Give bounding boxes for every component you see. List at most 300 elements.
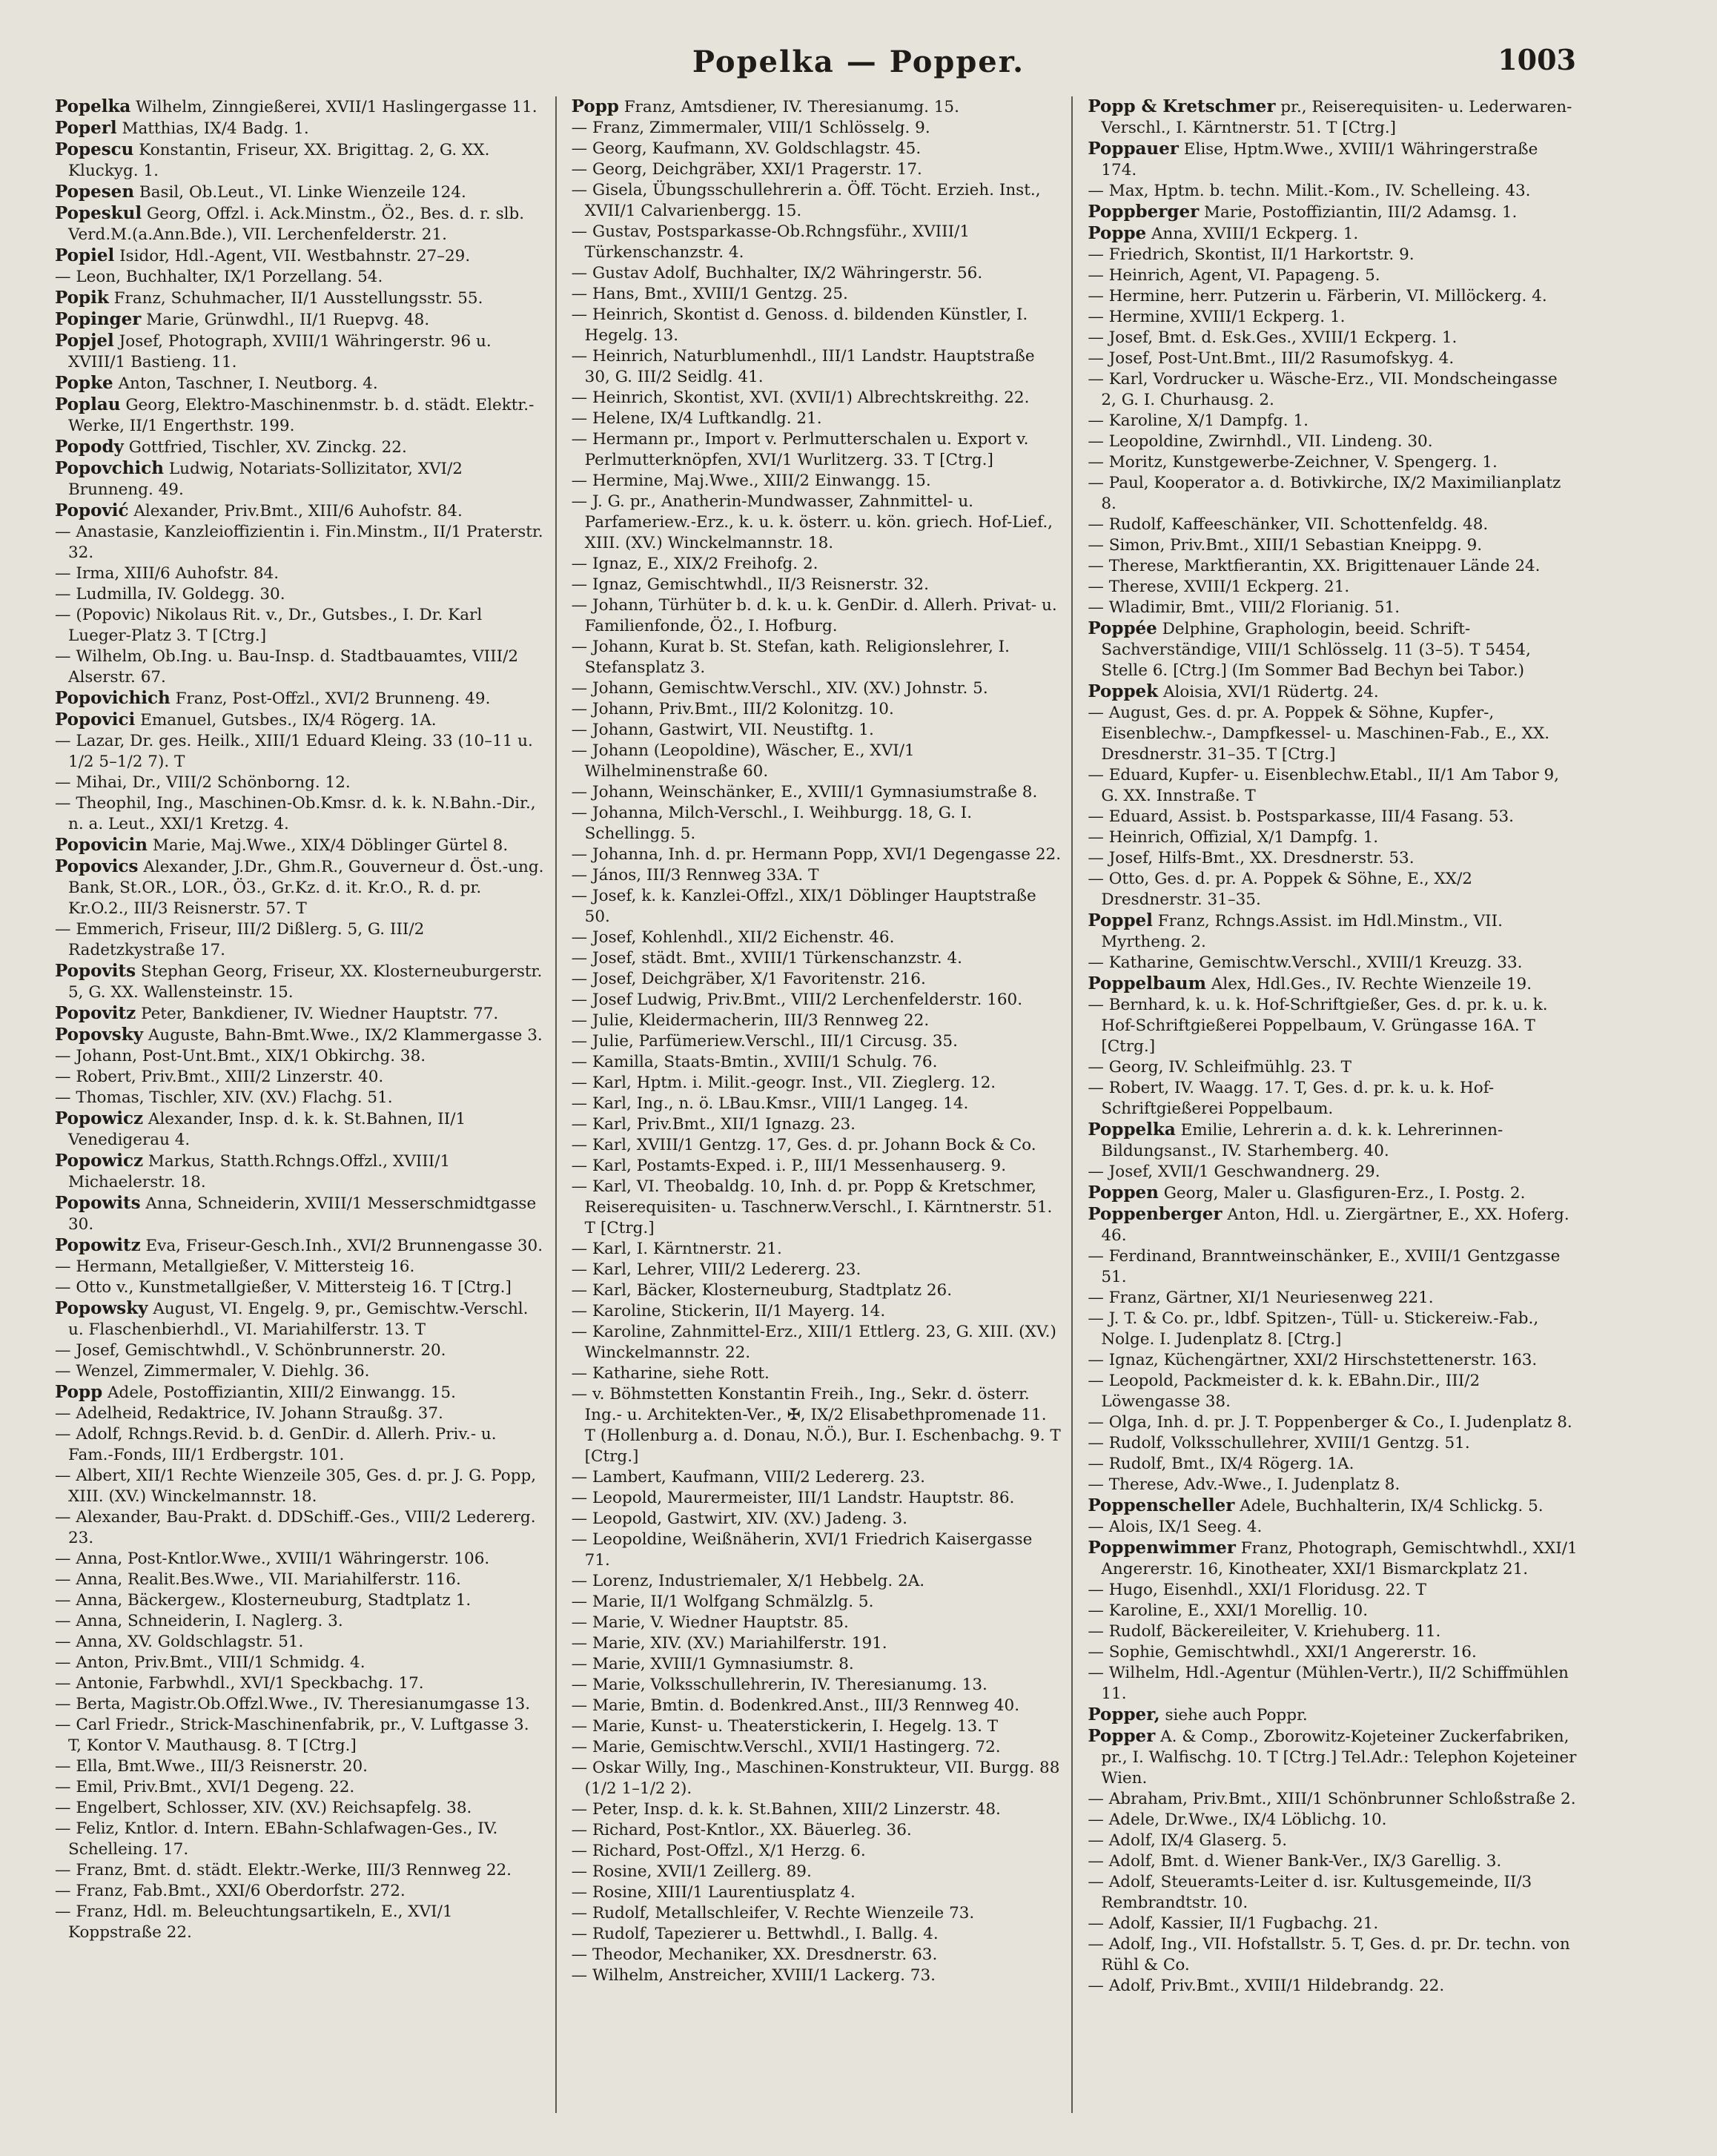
- directory-entry: [55, 1653, 545, 1673]
- entry-text: Hermann, Metallgießer, V. Mittersteig 16.: [76, 1257, 415, 1276]
- entry-text: Adele, Dr.Wwe., IX/4 Löblichg. 10.: [1108, 1811, 1387, 1829]
- entry-text: Anton, Priv.Bmt., VIII/1 Schmidg. 4.: [76, 1653, 365, 1672]
- directory-entry: [572, 1633, 1062, 1654]
- running-title: Popelka — Popper.: [692, 44, 1025, 79]
- entry-dash: —: [1088, 1601, 1109, 1620]
- entry-dash: —: [1088, 849, 1109, 867]
- directory-entry: [55, 1403, 545, 1424]
- entry-surname: Popper: [1088, 1726, 1156, 1746]
- entry-surname: Popescu: [55, 139, 134, 159]
- entry-text: Rudolf, Metallschleifer, V. Rechte Wienzeile 73.: [592, 1904, 975, 1922]
- entry-text: Karoline, X/1 Dampfg. 1.: [1108, 411, 1309, 430]
- entry-text: Karoline, Zahnmittel-Erz., XIII/1 Ettlerg. 23, G. XIII. (XV.) Winckelmannstr. 22.: [584, 1323, 1056, 1362]
- entry-text: Alex, Hdl.Ges., IV. Rechte Wienzeile 19.: [1211, 975, 1532, 993]
- entry-surname: Popiel: [55, 245, 115, 265]
- directory-entry: [1088, 973, 1578, 995]
- entry-text: v. Böhmstetten Konstantin Freih., Ing., Sekr. d. österr. Ing.- u. Architekten-Ver., ✠, IX/2 Elisabethpromenade 11. T (Hollenburg a. d. Donau, N.Ö.), Bur. I. Eschenbachg. 9. T [Ctrg.]: [584, 1385, 1061, 1466]
- directory-entry: [572, 492, 1062, 554]
- entry-text: Leopold, Gastwirt, XIV. (XV.) Jadeng. 3.: [592, 1509, 907, 1528]
- entry-dash: —: [55, 1508, 76, 1527]
- entry-text: Rudolf, Volksschullehrer, XVIII/1 Gentzg. 51.: [1108, 1434, 1470, 1452]
- page-number: 1003: [1498, 43, 1576, 76]
- directory-entry: [1088, 1120, 1578, 1162]
- entry-dash: —: [1088, 1852, 1109, 1871]
- entry-dash: —: [1088, 1455, 1109, 1473]
- directory-entry: [572, 159, 1062, 180]
- entry-text: Georg, Kaufmann, XV. Goldschlagstr. 45.: [592, 139, 922, 158]
- directory-entry: [572, 948, 1062, 969]
- entry-dash: —: [571, 1717, 593, 1736]
- entry-dash: —: [55, 1591, 76, 1610]
- entry-dash: —: [55, 564, 76, 583]
- directory-entry: [572, 1675, 1062, 1696]
- entry-dash: —: [571, 305, 593, 324]
- entry-dash: —: [1088, 766, 1109, 784]
- entry-dash: —: [55, 1674, 76, 1693]
- entry-dash: —: [571, 638, 593, 656]
- entry-dash: —: [571, 741, 593, 760]
- entry-dash: —: [55, 1612, 76, 1630]
- entry-text: Stephan Georg, Friseur, XX. Klosterneuburgerstr. 5, G. XX. Wallensteinstr. 15.: [68, 962, 543, 1002]
- entry-text: Anna, Post-Kntlor.Wwe., XVIII/1 Währingerstr. 106.: [76, 1550, 490, 1568]
- entry-text: Karl, Bäcker, Klosterneuburg, Stadtplatz 26.: [592, 1281, 953, 1300]
- directory-entry: [572, 678, 1062, 699]
- entry-dash: —: [55, 1047, 76, 1065]
- entry-text: Rudolf, Kaffeeschänker, VII. Schottenfeldg. 48.: [1108, 515, 1489, 534]
- entry-text: Josef, Kohlenhdl., XII/2 Eichenstr. 46.: [592, 928, 895, 947]
- entry-surname: Poppée: [1088, 618, 1157, 638]
- directory-entry: [55, 245, 545, 267]
- entry-dash: —: [571, 1821, 593, 1839]
- entry-text: Anna, Bäckergew., Klosterneuburg, Stadtplatz 1.: [76, 1591, 472, 1610]
- entry-text: Anna, Schneiderin, I. Naglerg. 3.: [76, 1612, 343, 1630]
- entry-dash: —: [571, 1945, 593, 1964]
- directory-entry: [572, 118, 1062, 139]
- directory-entry: [572, 284, 1062, 305]
- directory-entry: [55, 1819, 545, 1860]
- entry-text: Peter, Bankdiener, IV. Wiedner Hauptstr. 77.: [141, 1005, 499, 1023]
- directory-entry: [1088, 1371, 1578, 1412]
- entry-text: Anna, XVIII/1 Eckperg. 1.: [1151, 225, 1359, 243]
- entry-text: Delphine, Graphologin, beeid. Schrift-Sachverständige, VIII/1 Schlösselg. 11 (3–5). T 5454, Stelle 6. [Ctrg.] (Im Sommer Bad Bechyn bei Tabor.): [1101, 620, 1531, 680]
- entry-text: Hugo, Eisenhdl., XXI/1 Floridusg. 22. T: [1108, 1581, 1427, 1599]
- entry-text: Marie, V. Wiedner Hauptstr. 85.: [592, 1613, 849, 1632]
- directory-entry: [572, 1135, 1062, 1156]
- entry-text: Emanuel, Gutsbes., IX/4 Rögerg. 1A.: [140, 711, 437, 730]
- entry-text: Aloisia, XVI/1 Rüdertg. 24.: [1162, 683, 1379, 701]
- entry-dash: —: [1088, 1309, 1109, 1328]
- directory-entry: [55, 1003, 545, 1025]
- entry-text: Adele, Buchhalterin, IX/4 Schlickg. 5.: [1240, 1497, 1544, 1515]
- entry-text: A. & Comp., Zborowitz-Kojeteiner Zuckerfabriken, pr., I. Walfischg. 10. T [Ctrg.] Tel.Adr.: Telephon Kojeteiner Wien.: [1101, 1727, 1577, 1788]
- directory-entry: [572, 305, 1062, 346]
- directory-entry: [55, 773, 545, 793]
- directory-entry: [572, 429, 1062, 471]
- entry-text: Johanna, Milch-Verschl., I. Weihburgg. 18, G. I. Schellingg. 5.: [584, 804, 973, 843]
- entry-surname: Poppelbaum: [1088, 973, 1206, 993]
- entry-dash: —: [1088, 266, 1109, 285]
- directory-entry: [572, 1094, 1062, 1114]
- entry-surname: Popovsky: [55, 1025, 144, 1045]
- entry-dash: —: [571, 866, 593, 884]
- entry-surname: Poppauer: [1088, 139, 1179, 159]
- directory-entry: [572, 927, 1062, 948]
- entry-dash: —: [571, 575, 593, 594]
- directory-entry: [1088, 1621, 1578, 1642]
- entry-text: Johann, Gastwirt, VII. Neustiftg. 1.: [592, 721, 874, 739]
- directory-entry: [55, 118, 545, 139]
- entry-surname: Popovici: [55, 710, 136, 730]
- entry-text: Johann, Weinschänker, E., XVIII/1 Gymnasiumstraße 8.: [592, 783, 1038, 801]
- entry-dash: —: [1088, 1434, 1109, 1452]
- entry-text: Marie, II/1 Wolfgang Schmälzlg. 5.: [592, 1593, 874, 1611]
- entry-dash: —: [571, 1385, 593, 1403]
- entry-dash: —: [1088, 996, 1109, 1014]
- entry-text: Franz, Rchngs.Assist. im Hdl.Minstm., VII. Myrtheng. 2.: [1101, 912, 1503, 951]
- directory-columns: [55, 96, 1588, 2113]
- entry-text: Leopold, Maurermeister, III/1 Landstr. Hauptstr. 86.: [592, 1489, 1015, 1507]
- entry-text: Rosine, XVII/1 Zeillerg. 89.: [592, 1862, 812, 1881]
- entry-dash: —: [1088, 1518, 1109, 1536]
- directory-entry: [1088, 1350, 1578, 1371]
- entry-text: August, VI. Engelg. 9, pr., Gemischtw.-Verschl. u. Flaschenbierhdl., VI. Mariahilferstr. 13. T: [68, 1300, 529, 1339]
- directory-entry: [55, 96, 545, 118]
- directory-entry: [572, 1384, 1062, 1467]
- entry-text: pr., Reiserequisiten- u. Lederwaren-Verschl., I. Kärntnerstr. 51. T [Ctrg.]: [1101, 98, 1572, 137]
- entry-text: Leopoldine, Zwirnhdl., VII. Lindeng. 30.: [1108, 432, 1433, 451]
- entry-text: Alexander, Bau-Prakt. d. DDSchiff.-Ges., VIII/2 Ledererg. 23.: [68, 1508, 536, 1547]
- entry-text: Franz, Photograph, Gemischtwhdl., XXI/1 Angererstr. 16, Kinotheater, XXI/1 Bismarckplatz 21.: [1101, 1539, 1578, 1578]
- directory-entry: [1088, 827, 1578, 848]
- directory-entry: [572, 1758, 1062, 1799]
- directory-entry: [1088, 473, 1578, 515]
- entry-text: Johann, Post-Unt.Bmt., XIX/1 Obkirchg. 38.: [76, 1047, 426, 1065]
- directory-entry: [55, 1235, 545, 1257]
- entry-text: Eduard, Assist. b. Postsparkasse, III/4 Fasang. 53.: [1108, 807, 1515, 826]
- entry-text: Johann, Türhüter b. d. k. u. k. GenDir. d. Allerh. Privat- u. Familienfonde, Ö2., I. Hofburg.: [584, 596, 1057, 635]
- entry-dash: —: [571, 1738, 593, 1756]
- entry-text: Gisela, Übungsschullehrerin a. Öff. Töcht. Erzieh. Inst., XVII/1 Calvarienbergg. 15.: [584, 181, 1041, 220]
- directory-entry: [55, 331, 545, 373]
- entry-dash: —: [1088, 1643, 1109, 1661]
- directory-entry: [1088, 556, 1578, 577]
- entry-surname: Popowicz: [55, 1108, 144, 1128]
- entry-text: Paul, Kooperator a. d. Botivkirche, IX/2 Maximilianplatz 8.: [1101, 474, 1561, 513]
- directory-entry: [1088, 535, 1578, 556]
- entry-text: Marie, Bmtin. d. Bodenkred.Anst., III/3 Rennweg 40.: [592, 1696, 1020, 1715]
- entry-surname: Poperl: [55, 118, 117, 138]
- entry-dash: —: [1088, 328, 1109, 347]
- entry-dash: —: [571, 970, 593, 988]
- directory-entry: [1088, 1789, 1578, 1810]
- entry-text: Ignaz, Gemischtwhdl., II/3 Reisnerstr. 32.: [592, 575, 929, 594]
- entry-dash: —: [571, 1883, 593, 1902]
- directory-entry: [1088, 348, 1578, 369]
- directory-entry: [572, 1820, 1062, 1841]
- entry-text: Kamilla, Staats-Bmtin., XVIII/1 Schulg. 76.: [592, 1053, 938, 1071]
- entry-text: Georg, Deichgräber, XXI/1 Pragerstr. 17.: [592, 160, 922, 179]
- entry-text: Leopoldine, Weißnäherin, XVI/1 Friedrich Kaisergasse 71.: [584, 1530, 1033, 1570]
- directory-entry: [55, 309, 545, 331]
- entry-surname: Popović: [55, 500, 129, 520]
- directory-entry: [1088, 515, 1578, 535]
- directory-entry: [1088, 765, 1578, 807]
- entry-text: Ella, Bmt.Wwe., III/3 Reisnerstr. 20.: [76, 1757, 368, 1776]
- directory-entry: [1088, 452, 1578, 473]
- entry-text: Anna, XV. Goldschlagstr. 51.: [76, 1633, 304, 1651]
- entry-text: Basil, Ob.Leut., VI. Linke Wienzeile 124.: [139, 183, 466, 202]
- directory-entry: [1088, 181, 1578, 202]
- entry-dash: —: [55, 1550, 76, 1568]
- directory-entry: [1088, 1246, 1578, 1288]
- entry-text: Rudolf, Tapezierer u. Bettwhdl., I. Ballg. 4.: [592, 1925, 939, 1943]
- directory-entry: [572, 1613, 1062, 1633]
- entry-dash: —: [55, 1088, 76, 1107]
- directory-entry: [572, 1509, 1062, 1530]
- directory-entry: [55, 500, 545, 522]
- directory-entry: [572, 886, 1062, 927]
- directory-entry: [55, 1340, 545, 1361]
- entry-dash: —: [1088, 515, 1109, 534]
- entry-surname: Popowsky: [55, 1298, 148, 1318]
- entry-dash: —: [571, 347, 593, 366]
- entry-text: Rosine, XIII/1 Laurentiusplatz 4.: [592, 1883, 856, 1902]
- column-left: [55, 96, 557, 2113]
- directory-entry: [572, 554, 1062, 575]
- directory-entry: [55, 1798, 545, 1819]
- directory-entry: [1088, 1851, 1578, 1872]
- entry-dash: —: [55, 585, 76, 604]
- entry-text: Karl, Hptm. i. Milit.-geogr. Inst., VII. Zieglerg. 12.: [592, 1074, 996, 1092]
- directory-entry: [572, 969, 1062, 990]
- entry-text: Anton, Taschner, I. Neutborg. 4.: [118, 374, 378, 393]
- entry-text: Hermann pr., Import v. Perlmutterschalen u. Export v. Perlmutterknöpfen, XVI/1 Wurlitzerg. 33. T [Ctrg.]: [584, 430, 1029, 469]
- entry-text: Moritz, Kunstgewerbe-Zeichner, V. Spengerg. 1.: [1108, 453, 1498, 472]
- entry-dash: —: [571, 1136, 593, 1154]
- entry-text: Richard, Post-Kntlor., XX. Bäuerleg. 36.: [592, 1821, 912, 1839]
- entry-text: Johann (Leopoldine), Wäscher, E., XVI/1 Wilhelminenstraße 60.: [584, 741, 915, 781]
- entry-text: Johann, Gemischtw.Verschl., XIV. (XV.) Johnstr. 5.: [592, 679, 988, 698]
- entry-text: Adele, Postoffiziantin, XIII/2 Einwangg. 15.: [107, 1383, 456, 1402]
- directory-entry: [1088, 1538, 1578, 1580]
- entry-text: Georg, Elektro-Maschinenmstr. b. d. städt. Elektr.-Werke, II/1 Engerthstr. 199.: [68, 396, 535, 435]
- entry-text: Josef, städt. Bmt., XVIII/1 Türkenschanzstr. 4.: [592, 949, 962, 968]
- directory-entry: [1088, 1475, 1578, 1495]
- directory-entry: [572, 180, 1062, 222]
- entry-dash: —: [1088, 453, 1109, 472]
- entry-surname: Popke: [55, 373, 113, 393]
- entry-dash: —: [571, 1509, 593, 1528]
- directory-entry: [572, 1945, 1062, 1965]
- entry-dash: —: [1088, 807, 1109, 826]
- entry-dash: —: [571, 928, 593, 947]
- entry-text: Heinrich, Offizial, X/1 Dampfg. 1.: [1108, 828, 1379, 847]
- directory-entry: [1088, 1454, 1578, 1475]
- entry-text: Robert, Priv.Bmt., XIII/2 Linzerstr. 40.: [76, 1068, 384, 1086]
- entry-dash: —: [1088, 578, 1109, 596]
- directory-entry: [55, 1257, 545, 1277]
- entry-text: Georg, Offzl. i. Ack.Minstm., Ö2., Bes. d. r. slb. Verd.M.(a.Ann.Bde.), VII. Lerchenfelderstr. 21.: [68, 205, 525, 244]
- directory-entry: [55, 731, 545, 773]
- entry-dash: —: [571, 1302, 593, 1320]
- entry-text: János, III/3 Rennweg 33A. T: [592, 866, 819, 884]
- entry-text: Marie, XIV. (XV.) Mariahilferstr. 191.: [592, 1634, 887, 1653]
- entry-dash: —: [1088, 1790, 1109, 1808]
- directory-entry: [1088, 1976, 1578, 1997]
- entry-dash: —: [571, 700, 593, 718]
- directory-entry: [572, 471, 1062, 492]
- directory-entry: [1088, 1183, 1578, 1204]
- entry-text: Berta, Magistr.Ob.Offzl.Wwe., IV. Theresianumgasse 13.: [76, 1695, 531, 1713]
- directory-entry: [55, 437, 545, 458]
- directory-entry: [1088, 703, 1578, 765]
- entry-text: Eva, Friseur-Gesch.Inh., XVI/2 Brunnengasse 30.: [145, 1237, 543, 1255]
- entry-text: Friedrich, Skontist, II/1 Harkortstr. 9.: [1108, 245, 1415, 264]
- directory-entry: [572, 409, 1062, 429]
- entry-dash: —: [1088, 1413, 1109, 1432]
- entry-text: Otto, Ges. d. pr. A. Poppek & Söhne, E., XX/2 Dresdnerstr. 31–35.: [1101, 870, 1472, 909]
- directory-entry: [572, 1571, 1062, 1592]
- directory-entry: [55, 1193, 545, 1235]
- directory-entry: [55, 458, 545, 500]
- entry-text: Georg, IV. Schleifmühlg. 23. T: [1108, 1058, 1352, 1077]
- entry-text: Karl, I. Kärntnerstr. 21.: [592, 1240, 782, 1258]
- directory-entry: [55, 1570, 545, 1590]
- directory-entry: [572, 1177, 1062, 1239]
- directory-entry: [572, 1882, 1062, 1903]
- entry-dash: —: [571, 409, 593, 428]
- entry-dash: —: [571, 1094, 593, 1113]
- entry-text: J. G. pr., Anatherin-Mundwasser, Zahnmittel- u. Parfameriew.-Erz., k. u. k. österr. u. kön. griech. Hof-Lief., XIII. (XV.) Winckelmannstr. 18.: [584, 492, 1053, 552]
- entry-text: Karl, Lehrer, VIII/2 Ledererg. 23.: [592, 1260, 861, 1279]
- entry-text: Heinrich, Agent, VI. Papageng. 5.: [1108, 266, 1380, 285]
- directory-entry: [55, 919, 545, 961]
- directory-entry: [1088, 265, 1578, 286]
- entry-text: Heinrich, Skontist, XVI. (XVII/1) Albrechtskreithg. 22.: [592, 388, 1030, 407]
- entry-text: Heinrich, Naturblumenhdl., III/1 Landstr. Hauptstraße 30, G. III/2 Seidlg. 41.: [584, 347, 1035, 386]
- entry-dash: —: [571, 1655, 593, 1673]
- directory-entry: [55, 1777, 545, 1798]
- directory-entry: [1088, 1433, 1578, 1454]
- entry-text: Ignaz, E., XIX/2 Freihofg. 2.: [592, 555, 818, 573]
- entry-text: Gustav, Postsparkasse-Ob.Rchngsführ., XVIII/1 Türkenschanzstr. 4.: [584, 222, 970, 262]
- entry-text: Josef, Hilfs-Bmt., XX. Dresdnerstr. 53.: [1108, 849, 1415, 867]
- entry-dash: —: [1088, 1914, 1109, 1933]
- entry-surname: Poppel: [1088, 910, 1153, 930]
- entry-text: Lambert, Kaufmann, VIII/2 Ledererg. 23.: [592, 1468, 925, 1487]
- directory-entry: [572, 1841, 1062, 1862]
- directory-entry: [55, 1298, 545, 1340]
- entry-surname: Poppek: [1088, 681, 1159, 701]
- entry-text: Alois, IX/1 Seeg. 4.: [1108, 1518, 1263, 1536]
- entry-text: Katharine, siehe Rott.: [592, 1364, 770, 1383]
- directory-entry: [572, 1031, 1062, 1052]
- entry-dash: —: [55, 1362, 76, 1380]
- entry-text: Hermine, herr. Putzerin u. Färberin, VI. Millöckerg. 4.: [1108, 287, 1547, 305]
- entry-text: Feliz, Kntlor. d. Intern. EBahn-Schlafwagen-Ges., IV. Schelleing. 17.: [68, 1819, 498, 1859]
- entry-text: Helene, IX/4 Luftkandlg. 21.: [592, 409, 822, 428]
- directory-entry: [1088, 1831, 1578, 1851]
- entry-dash: —: [55, 268, 76, 286]
- entry-dash: —: [571, 430, 593, 449]
- entry-text: Adolf, Steueramts-Leiter d. isr. Kultusgemeinde, II/3 Rembrandtstr. 10.: [1101, 1873, 1532, 1912]
- entry-dash: —: [571, 887, 593, 905]
- entry-surname: Popody: [55, 437, 124, 457]
- directory-entry: [572, 1052, 1062, 1073]
- entry-text: Carl Friedr., Strick-Maschinenfabrik, pr., V. Luftgasse 3. T, Kontor V. Mauthausg. 8. T [Ctrg.]: [68, 1716, 529, 1755]
- directory-entry: [55, 1507, 545, 1549]
- entry-text: Franz, Zimmermaler, VIII/1 Schlösselg. 9.: [592, 119, 930, 137]
- entry-dash: —: [55, 606, 76, 624]
- entry-dash: —: [55, 1425, 76, 1444]
- entry-text: Lazar, Dr. ges. Heilk., XIII/1 Eduard Kleing. 33 (10–11 u. 1/2 5–1/2 7). T: [68, 732, 533, 771]
- entry-text: Josef, Post-Unt.Bmt., III/2 Rasumofskyg. 4.: [1108, 349, 1455, 368]
- entry-surname: Popovics: [55, 856, 139, 876]
- directory-entry: [1088, 286, 1578, 307]
- directory-entry: [1088, 431, 1578, 452]
- entry-text: August, Ges. d. pr. A. Poppek & Söhne, Kupfer-, Eisenblechw.-, Dampfkessel- u. Maschinen-Fab., E., XX. Dresdnerstr. 31–35. T [Ctrg.]: [1101, 704, 1550, 764]
- directory-entry: [572, 1716, 1062, 1737]
- entry-dash: —: [571, 222, 593, 241]
- directory-entry: [572, 1924, 1062, 1945]
- directory-entry: [55, 1881, 545, 1902]
- entry-dash: —: [571, 1530, 593, 1549]
- entry-text: Josef Ludwig, Priv.Bmt., VIII/2 Lerchenfelderstr. 160.: [592, 991, 1023, 1009]
- directory-entry: [1088, 869, 1578, 910]
- entry-text: Richard, Post-Offzl., X/1 Herzg. 6.: [592, 1842, 866, 1860]
- directory-entry: [1088, 1517, 1578, 1538]
- entry-text: Anton, Hdl. u. Ziergärtner, E., XX. Hoferg. 46.: [1101, 1206, 1569, 1245]
- entry-dash: —: [55, 1902, 76, 1921]
- directory-entry: [1088, 618, 1578, 681]
- entry-text: Franz, Fab.Bmt., XXI/6 Oberdorfstr. 272.: [76, 1882, 406, 1900]
- entry-text: Wilhelm, Hdl.-Agentur (Mühlen-Vertr.), II/2 Schiffmühlen 11.: [1101, 1664, 1569, 1703]
- entry-text: Adolf, Priv.Bmt., XVIII/1 Hildebrandg. 22.: [1108, 1977, 1445, 1995]
- directory-entry: [572, 699, 1062, 720]
- entry-surname: Popp: [571, 96, 619, 116]
- entry-dash: —: [55, 920, 76, 939]
- entry-text: Leon, Buchhalter, IX/1 Porzellang. 54.: [76, 268, 383, 286]
- entry-dash: —: [571, 285, 593, 303]
- entry-dash: —: [571, 119, 593, 137]
- directory-entry: [572, 1862, 1062, 1882]
- entry-text: Oskar Willy, Ing., Maschinen-Konstrukteur, VII. Burgg. 88 (1/2 1–1/2 2).: [584, 1759, 1060, 1798]
- directory-entry: [572, 1280, 1062, 1301]
- entry-dash: —: [55, 1882, 76, 1900]
- entry-dash: —: [55, 773, 76, 792]
- entry-dash: —: [571, 1157, 593, 1175]
- directory-entry: [572, 1239, 1062, 1260]
- directory-entry: [55, 1424, 545, 1466]
- entry-surname: Poppenscheller: [1088, 1495, 1235, 1515]
- entry-surname: Popovchich: [55, 458, 164, 478]
- directory-entry: [55, 647, 545, 688]
- entry-dash: —: [571, 845, 593, 864]
- directory-entry: [55, 267, 545, 288]
- directory-entry: [55, 1046, 545, 1067]
- directory-entry: [572, 263, 1062, 284]
- entry-surname: Popesen: [55, 182, 135, 202]
- directory-entry: [572, 1696, 1062, 1716]
- directory-entry: [55, 1151, 545, 1193]
- directory-entry: [55, 1549, 545, 1570]
- entry-text: J. T. & Co. pr., ldbf. Spitzen-, Tüll- u. Stickereiw.-Fab., Nolge. I. Judenplatz 8. [Ctrg.]: [1101, 1309, 1539, 1349]
- entry-surname: Poppenwimmer: [1088, 1538, 1236, 1558]
- entry-dash: —: [1088, 1622, 1109, 1641]
- directory-entry: [1088, 223, 1578, 245]
- entry-dash: —: [1088, 953, 1109, 972]
- directory-entry: [1088, 1810, 1578, 1831]
